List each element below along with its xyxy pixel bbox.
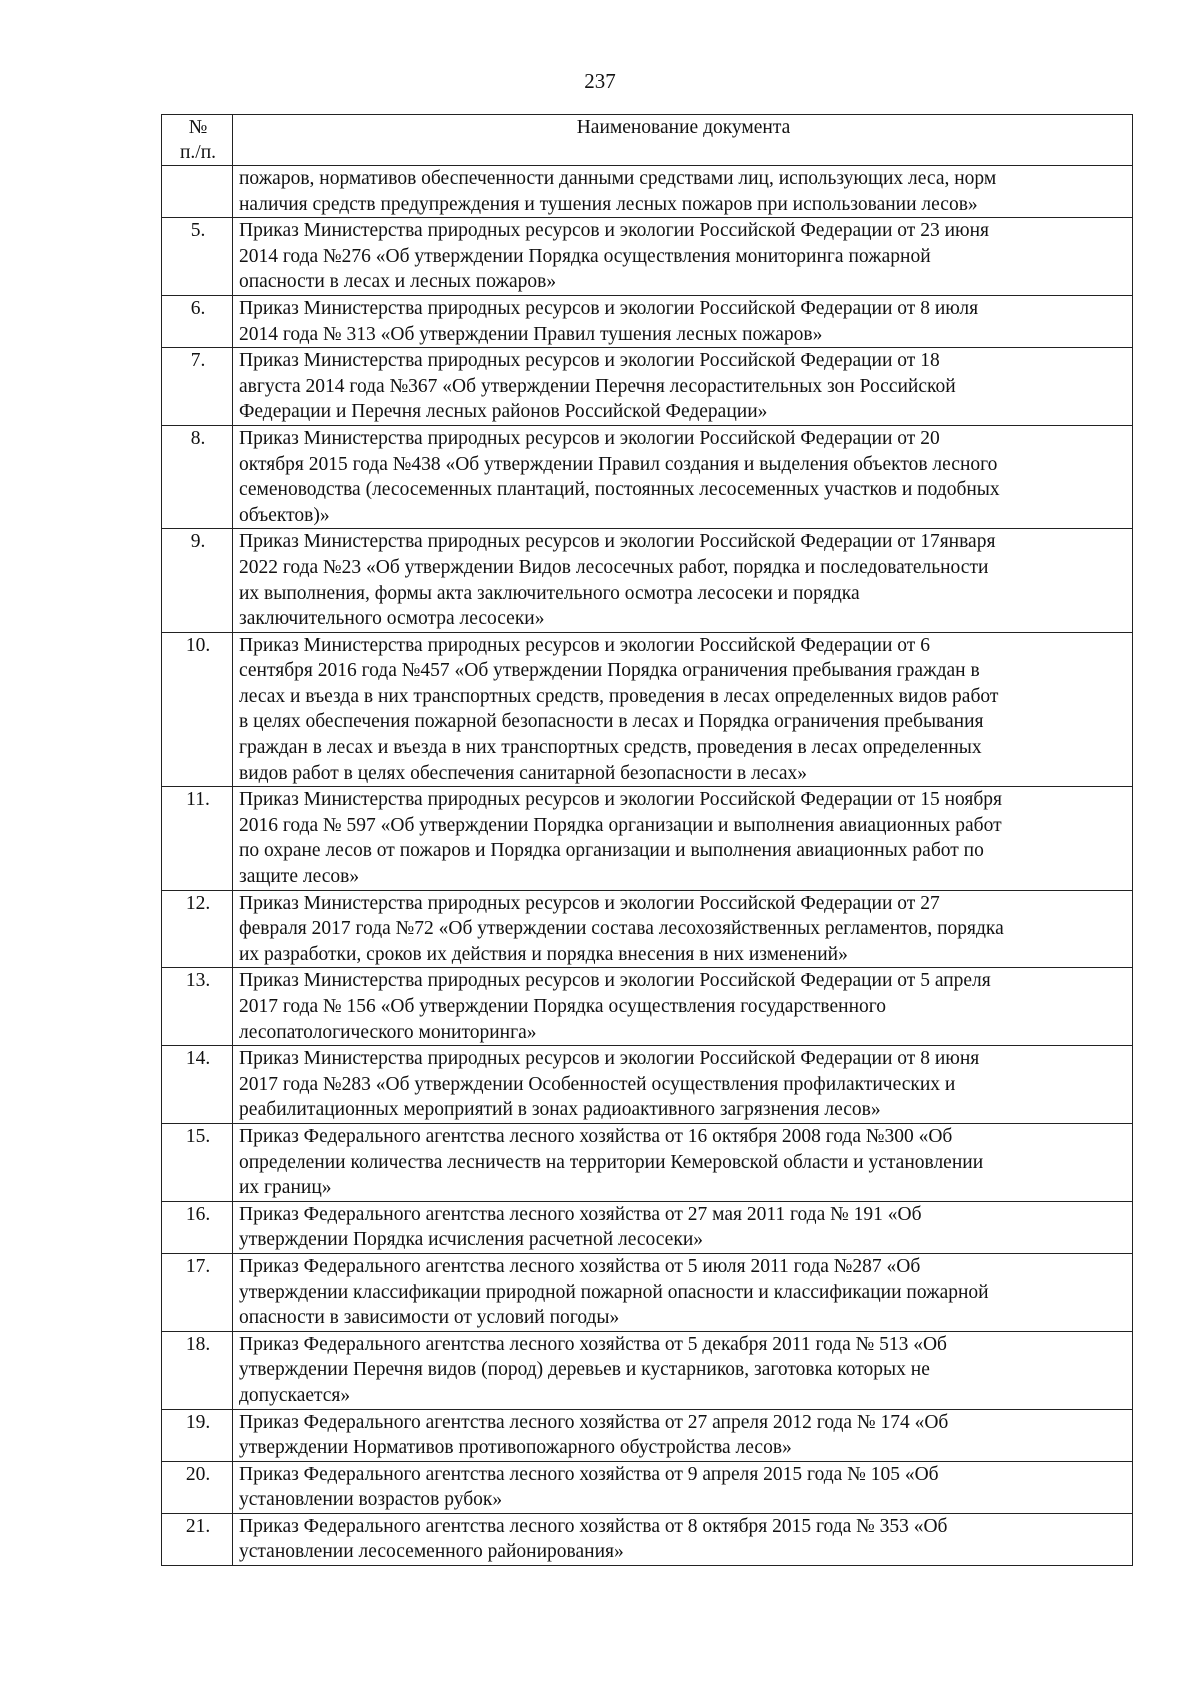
column-header-number xyxy=(162,115,233,166)
document-name-line: определении количества лесничеств на территории Кемеровской области и установлении xyxy=(239,1151,984,1173)
table-row xyxy=(162,529,1133,632)
document-name-line: сентября 2016 года №457 «Об утверждении Порядка ограничения пребывания граждан в xyxy=(239,660,980,682)
row-number: 21. xyxy=(162,1513,233,1565)
table-row xyxy=(162,218,1133,296)
document-name-line: их выполнения, формы акта заключительного осмотра лесосеки и порядка xyxy=(239,582,860,604)
table-row xyxy=(162,1461,1133,1513)
documents-table xyxy=(161,114,1133,1566)
document-name-line: 2014 года № 313 «Об утверждении Правил тушения лесных пожаров» xyxy=(239,323,823,345)
document-name-line: Приказ Федерального агентства лесного хозяйства от 16 октября 2008 года №300 «Об xyxy=(239,1125,953,1147)
document-name-line: Приказ Федерального агентства лесного хозяйства от 8 октября 2015 года № 353 «Об xyxy=(239,1515,948,1537)
document-name xyxy=(233,1201,1133,1253)
document-name-line: пожаров, нормативов обеспеченности данными средствами лиц, использующих леса, норм xyxy=(239,168,997,189)
document-name-line: Приказ Министерства природных ресурсов и экологии Российской Федерации от 17января xyxy=(239,531,996,553)
document-name xyxy=(233,218,1133,296)
document-name xyxy=(233,1253,1133,1331)
document-name-line: граждан в лесах и въезда в них транспортных средств, проведения в лесах определенных xyxy=(239,737,982,759)
document-name-line: реабилитационных мероприятий в зонах радиоактивного загрязнения лесов» xyxy=(239,1099,881,1121)
table-row xyxy=(162,890,1133,968)
row-number: 14. xyxy=(162,1046,233,1124)
document-name-line: утверждении Порядка исчисления расчетной лесосеки» xyxy=(239,1229,704,1251)
document-name xyxy=(233,1046,1133,1124)
document-name xyxy=(233,1409,1133,1461)
row-number: 10. xyxy=(162,632,233,787)
row-number: 12. xyxy=(162,890,233,968)
table-row xyxy=(162,787,1133,890)
document-name-line: февраля 2017 года №72 «Об утверждении состава лесохозяйственных регламентов, порядка xyxy=(239,918,1004,940)
document-name-line: защите лесов» xyxy=(239,866,360,888)
row-number: 20. xyxy=(162,1461,233,1513)
document-name-line: Приказ Министерства природных ресурсов и экологии Российской Федерации от 6 xyxy=(239,634,930,656)
document-name-line: утверждении Нормативов противопожарного обустройства лесов» xyxy=(239,1437,792,1459)
document-name-line: семеноводства (лесосеменных плантаций, постоянных лесосеменных участков и подобных xyxy=(239,479,1000,501)
table-row xyxy=(162,1046,1133,1124)
row-number: 5. xyxy=(162,218,233,296)
table-row xyxy=(162,166,1133,218)
document-name-line: их разработки, сроков их действия и порядка внесения в них изменений» xyxy=(239,943,848,965)
document-name xyxy=(233,787,1133,890)
document-name xyxy=(233,890,1133,968)
document-name-line: Приказ Министерства природных ресурсов и экологии Российской Федерации от 23 июня xyxy=(239,220,989,242)
document-name-line: Приказ Федерального агентства лесного хозяйства от 27 мая 2011 года № 191 «Об xyxy=(239,1203,922,1225)
document-name-line: Приказ Министерства природных ресурсов и экологии Российской Федерации от 18 xyxy=(239,350,940,372)
row-number: 6. xyxy=(162,295,233,347)
table-header-row xyxy=(162,115,1133,166)
document-name-line: по охране лесов от пожаров и Порядка организации и выполнения авиационных работ по xyxy=(239,840,984,862)
table-row xyxy=(162,1331,1133,1409)
document-name-line: опасности в зависимости от условий погоды» xyxy=(239,1307,620,1329)
row-number: 17. xyxy=(162,1253,233,1331)
document-name-line: Приказ Федерального агентства лесного хозяйства от 9 апреля 2015 года № 105 «Об xyxy=(239,1463,939,1485)
document-name-line: допускается» xyxy=(239,1384,351,1406)
document-name-line: 2016 года № 597 «Об утверждении Порядка организации и выполнения авиационных работ xyxy=(239,814,1002,836)
table-row xyxy=(162,632,1133,787)
document-name-line: Приказ Министерства природных ресурсов и экологии Российской Федерации от 27 xyxy=(239,892,940,914)
row-number: 18. xyxy=(162,1331,233,1409)
table-row xyxy=(162,1123,1133,1201)
document-name-line: Приказ Федерального агентства лесного хозяйства от 5 июля 2011 года №287 «Об xyxy=(239,1255,921,1277)
document-name-line: 2022 года №23 «Об утверждении Видов лесосечных работ, порядка и последовательности xyxy=(239,556,989,578)
document-name xyxy=(233,968,1133,1046)
document-name-line: установлении лесосеменного районирования» xyxy=(239,1541,624,1563)
document-name xyxy=(233,529,1133,632)
document-name xyxy=(233,425,1133,528)
document-name-line: Приказ Министерства природных ресурсов и экологии Российской Федерации от 20 xyxy=(239,427,940,449)
document-name-line: Федерации и Перечня лесных районов Российской Федерации» xyxy=(239,401,768,423)
document-name-line: Приказ Министерства природных ресурсов и экологии Российской Федерации от 5 апреля xyxy=(239,970,991,992)
table-row xyxy=(162,1513,1133,1565)
row-number: 13. xyxy=(162,968,233,1046)
table-row xyxy=(162,1201,1133,1253)
row-number xyxy=(162,166,233,218)
document-name-line: наличия средств предупреждения и тушения лесных пожаров при использовании лесов» xyxy=(239,193,978,215)
document-name-line: Приказ Федерального агентства лесного хозяйства от 5 декабря 2011 года № 513 «Об xyxy=(239,1333,947,1355)
document-name-line: 2017 года № 156 «Об утверждении Порядка осуществления государственного xyxy=(239,996,887,1017)
document-name-line: октября 2015 года №438 «Об утверждении Правил создания и выделения объектов лесного xyxy=(239,453,998,475)
column-header-document-name: Наименование документа xyxy=(233,115,1133,166)
row-number: 15. xyxy=(162,1123,233,1201)
document-name xyxy=(233,348,1133,426)
document-name-line: их границ» xyxy=(239,1177,332,1199)
document-name-line: 2014 года №276 «Об утверждении Порядка осуществления мониторинга пожарной xyxy=(239,245,931,267)
document-name-line: объектов)» xyxy=(239,504,330,526)
document-name-line: лесах и въезда в них транспортных средств, проведения в лесах определенных видов работ xyxy=(239,685,999,707)
document-name-line: Приказ Министерства природных ресурсов и экологии Российской Федерации от 8 июня xyxy=(239,1048,980,1070)
document-name-line: августа 2014 года №367 «Об утверждении Перечня лесорастительных зон Российской xyxy=(239,375,956,397)
table-row xyxy=(162,1409,1133,1461)
document-name xyxy=(233,1461,1133,1513)
row-number: 16. xyxy=(162,1201,233,1253)
document-name xyxy=(233,295,1133,347)
row-number: 11. xyxy=(162,787,233,890)
document-name xyxy=(233,1513,1133,1565)
document-name-line: лесопатологического мониторинга» xyxy=(239,1021,537,1043)
row-number: 7. xyxy=(162,348,233,426)
number-sign: № xyxy=(188,117,208,138)
table-row xyxy=(162,1253,1133,1331)
document-name-line: утверждении Перечня видов (пород) деревьев и кустарников, заготовка которых не xyxy=(239,1359,930,1381)
document-name xyxy=(233,166,1133,218)
document-name-line: заключительного осмотра лесосеки» xyxy=(239,608,545,630)
document-name-line: Приказ Министерства природных ресурсов и экологии Российской Федерации от 8 июля xyxy=(239,297,979,319)
document-name-line: опасности в лесах и лесных пожаров» xyxy=(239,271,557,293)
table-body xyxy=(162,166,1133,1566)
document-name-line: установлении возрастов рубок» xyxy=(239,1489,503,1511)
document-name-line: 2017 года №283 «Об утверждении Особенностей осуществления профилактических и xyxy=(239,1073,956,1095)
table-row xyxy=(162,425,1133,528)
row-number: 8. xyxy=(162,425,233,528)
document-name-line: Приказ Министерства природных ресурсов и экологии Российской Федерации от 15 ноября xyxy=(239,789,1002,811)
document-name-line: видов работ в целях обеспечения санитарной безопасности в лесах» xyxy=(239,762,807,784)
number-abbr: п./п. xyxy=(179,142,217,163)
document-name xyxy=(233,1123,1133,1201)
document-name-line: утверждении классификации природной пожарной опасности и классификации пожарной xyxy=(239,1281,989,1303)
table-row xyxy=(162,348,1133,426)
table-row xyxy=(162,295,1133,347)
page-number: 237 xyxy=(584,69,616,93)
row-number: 9. xyxy=(162,529,233,632)
document-name xyxy=(233,1331,1133,1409)
table-row xyxy=(162,968,1133,1046)
document-name-line: в целях обеспечения пожарной безопасности в лесах и Порядка ограничения пребывания xyxy=(239,711,984,733)
document-name xyxy=(233,632,1133,787)
row-number: 19. xyxy=(162,1409,233,1461)
document-name-line: Приказ Федерального агентства лесного хозяйства от 27 апреля 2012 года № 174 «Об xyxy=(239,1411,949,1433)
